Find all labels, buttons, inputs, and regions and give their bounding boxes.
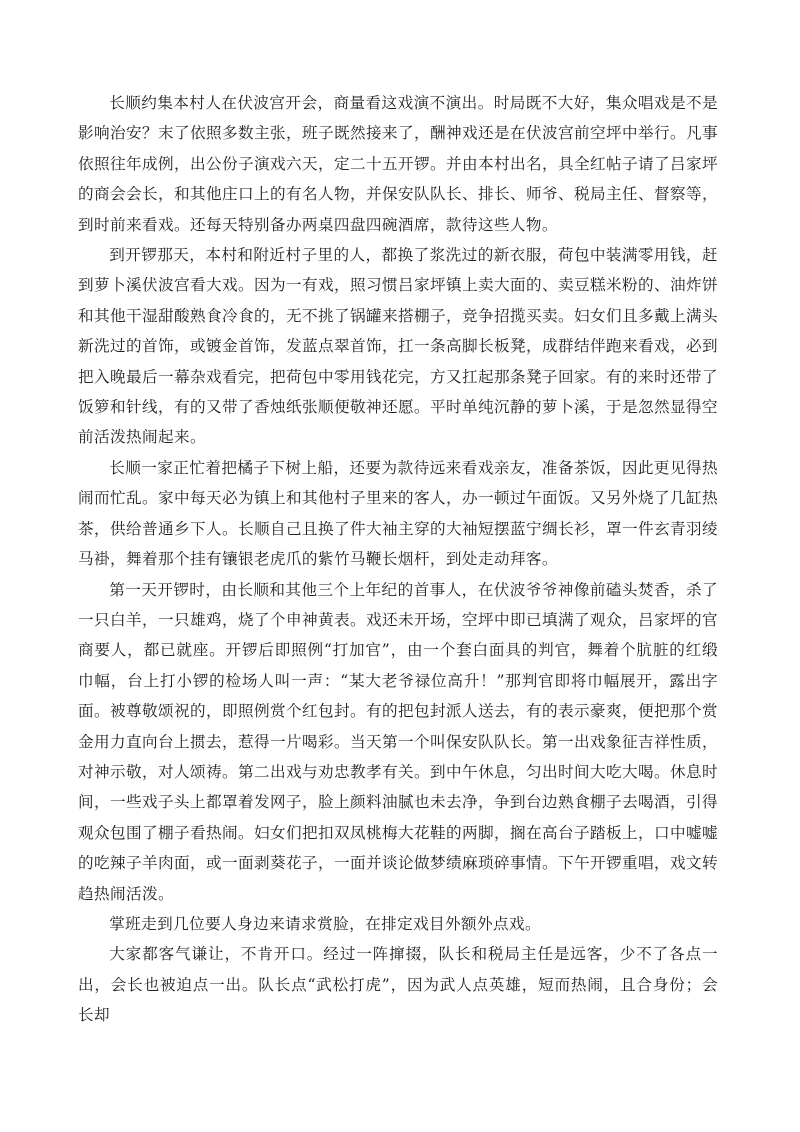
paragraph-opening-day: 到开锣那天，本村和附近村子里的人，都换了浆洗过的新衣服，荷包中装满零用钱，赶到萝卜溪伏波宫看大戏。因为一有戏，照习惯吕家坪镇上卖大面的、卖豆糕米粉的、油炸饼和其他干湿甜酸熟食冷食的，无不挑了锅罐来搭棚子，竞争招揽买卖。妇女们且多戴上满头新洗过的首饰，或镀金首饰，发蓝点翠首饰，扛一条高脚长板凳，成群结伴跑来看戏，必到把入晚最后一幕杂戏看完，把荷包中零用钱花完，方又扛起那条凳子回家。有的来时还带了饭箩和针线，有的又带了香烛纸张顺便敬神还愿。平时单纯沉静的萝卜溪，于是忽然显得空前活泼热闹起来。 (78, 246, 718, 447)
paragraph-troupe-leader: 掌班走到几位要人身边来请求赏脸，在排定戏目外额外点戏。 (109, 914, 542, 933)
paragraph-first-day: 第一天开锣时，由长顺和其他三个上年纪的首事人，在伏波爷爷神像前磕头焚香，杀了一只白羊，一只雄鸡，烧了个申神黄表。戏还未开场，空坪中即已填满了观众，吕家坪的官商要人，都已就座。开锣后即照例“打加官”，由一个套白面具的判官，舞着个肮脏的红缎巾幅，台上打小锣的检场人叫一声：“某大老爷禄位高升！”那判官即将巾幅展开，露出字面。被尊敬颂祝的，即照例赏个红包封。有的把包封派人送去，有的表示豪爽，便把那个赏金用力直向台上掼去，惹得一片喝彩。当天第一个叫保安队队长。第一出戏象征吉祥性质，对神示敬，对人颂祷。第二出戏与劝忠教孝有关。到中午休息，匀出时间大吃大喝。休息时间，一些戏子头上都罩着发网子，脸上颜料油腻也未去净，争到台边熟食棚子去喝酒，引得观众包围了棚子看热闹。妇女们把扣双凤桃梅大花鞋的两脚，搁在高台子踏板上，口中嘘嘘的吃辣子羊肉面，或一面剥葵花子，一面并谈论做梦绩麻琐碎事情。下午开锣重唱，戏文转趋热闹活泼。 (78, 580, 718, 903)
paragraph-choosing-plays: 大家都客气谦让，不肯开口。经过一阵撺掇，队长和税局主任是远客，少不了各点一出，会长也被迫点一出。队长点“武松打虎”，因为武人点英雄，短而热闹，且合身份；会长却 (78, 945, 718, 1025)
paragraph-meeting: 长顺约集本村人在伏波宫开会，商量看这戏演不演出。时局既不大好，集众唱戏是不是影响治安？末了依照多数主张，班子既然接来了，酬神戏还是在伏波宫前空坪中举行。凡事依照往年成例，出公份子演戏六天，定二十五开锣。并由本村出名，具全红帖子请了吕家坪的商会会长，和其他庄口上的有名人物，并保安队队长、排长、师爷、税局主任、督察等，到时前来看戏。还每天特别备办两桌四盘四碗酒席，款待这些人物。 (78, 94, 718, 234)
document-body (78, 88, 718, 1031)
paragraph-changshun-family: 长顺一家正忙着把橘子下树上船，还要为款待远来看戏亲友，准备茶饭，因此更见得热闹而忙乱。家中每天必为镇上和其他村子里来的客人，办一顿过午面饭。又另外烧了几缸热茶，供给普通乡下人。长顺自己且换了件大袖主穿的大袖短摆蓝宁绸长衫，罩一件玄青羽绫马褂，舞着那个挂有镶银老虎爪的紫竹马鞭长烟杆，到处走动拜客。 (78, 458, 718, 569)
